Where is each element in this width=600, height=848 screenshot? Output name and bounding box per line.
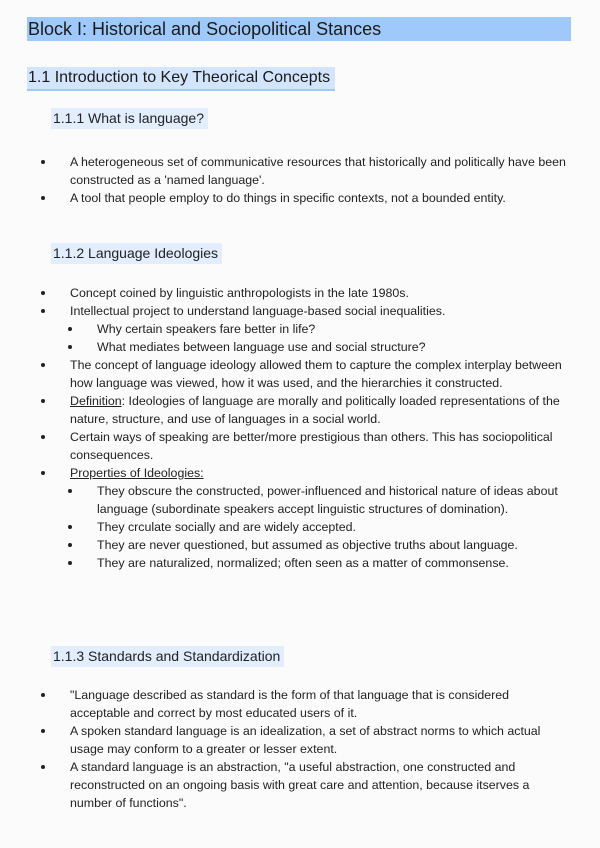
list-item: A standard language is an abstraction, "a useful abstraction, one constructed and reconstructed on an ongoing basis with great care and attention, because itserves a number of functions". — [0, 758, 600, 812]
list-item: "Language described as standard is the form of that language that is considered acceptable and correct by most educated users of it. — [0, 686, 600, 722]
sub-list-item: Why certain speakers fare better in life? — [0, 320, 600, 338]
subsection-heading-language-ideologies: 1.1.2 Language Ideologies — [51, 243, 222, 264]
list-item: A heterogeneous set of communicative resources that historically and politically have been constructed as a 'named language'. — [0, 153, 600, 189]
what-is-language-list — [0, 153, 600, 207]
sub-list-item: What mediates between language use and social structure? — [0, 338, 600, 356]
list-item: A tool that people employ to do things in specific contexts, not a bounded entity. — [0, 189, 600, 207]
standards-list — [0, 686, 600, 812]
list-item: Intellectual project to understand language-based social inequalities. — [0, 302, 600, 320]
language-ideologies-list — [0, 284, 600, 572]
sub-list-item: They are naturalized, normalized; often seen as a matter of commonsense. — [0, 554, 600, 572]
definition-label: Definition — [70, 394, 122, 408]
list-item: Concept coined by linguistic anthropologists in the late 1980s. — [0, 284, 600, 302]
sub-list-item: They are never questioned, but assumed as objective truths about language. — [0, 536, 600, 554]
list-item: The concept of language ideology allowed them to capture the complex interplay between how language was viewed, how it was used, and the hierarchies it constructed. — [0, 356, 600, 392]
properties-label: Properties of Ideologies: — [70, 466, 204, 480]
list-item: A spoken standard language is an idealization, a set of abstract norms to which actual usage may conform to a greater or lesser extent. — [0, 722, 600, 758]
properties-item — [0, 464, 600, 482]
sub-list-item: They obscure the constructed, power-influenced and historical nature of ideas about language (subordinate speakers accept linguistic structures of domination). — [0, 482, 600, 518]
list-item: Certain ways of speaking are better/more prestigious than others. This has sociopolitical consequences. — [0, 428, 600, 464]
definition-item — [0, 392, 600, 428]
definition-text: : Ideologies of language are morally and politically loaded representations of the nature, structure, and use of languages in a social world. — [70, 394, 560, 426]
subsection-heading-what-is-language: 1.1.1 What is language? — [51, 108, 208, 129]
block-heading: Block I: Historical and Sociopolitical Stances — [27, 17, 571, 41]
section-heading: 1.1 Introduction to Key Theorical Concepts — [27, 67, 335, 91]
sub-list-item: They crculate socially and are widely accepted. — [0, 518, 600, 536]
subsection-heading-standards: 1.1.3 Standards and Standardization — [51, 646, 284, 667]
